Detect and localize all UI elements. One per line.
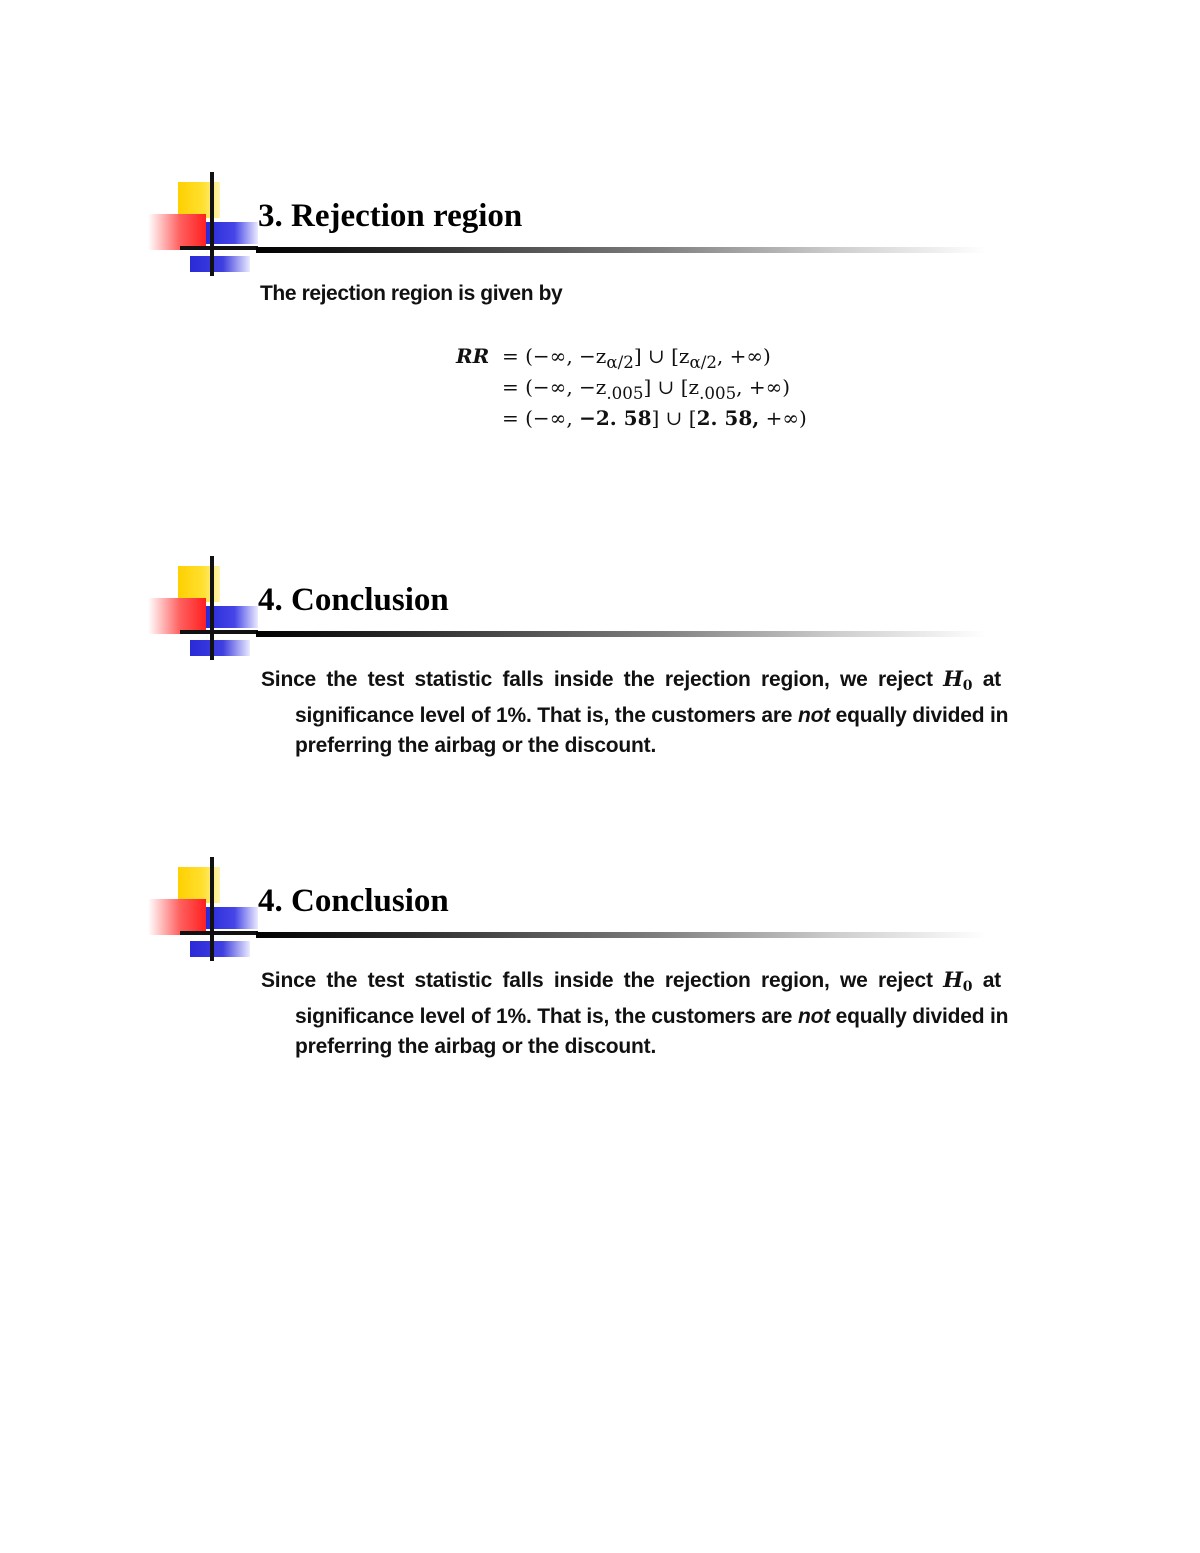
equation-lhs: RR: [456, 344, 490, 368]
slide-logo-icon: [148, 857, 258, 961]
title-divider: [256, 631, 986, 637]
intro-text: The rejection region is given by: [260, 282, 563, 305]
slide-logo-icon: [148, 556, 258, 660]
title-divider: [256, 247, 986, 253]
title-divider: [256, 932, 986, 938]
section-title: 4. Conclusion: [258, 582, 449, 618]
slide-logo-icon: [148, 172, 258, 276]
hypothesis-symbol: $H_0$: [943, 666, 973, 694]
hypothesis-symbol: $H_0$: [943, 967, 973, 995]
section-title: 3. Rejection region: [258, 198, 523, 234]
conclusion-text: Since the test statistic falls inside the rejection region, we reject $H_0$ at significance level of 1%. That is, the customers are not equally divided in preferring the airbag or the discount.: [261, 967, 1009, 1058]
section-title: 4. Conclusion: [258, 883, 449, 919]
conclusion-text: Since the test statistic falls inside the rejection region, we reject $H_0$ at significance level of 1%. That is, the customers are not equally divided in preferring the airbag or the discount.: [261, 666, 1009, 757]
